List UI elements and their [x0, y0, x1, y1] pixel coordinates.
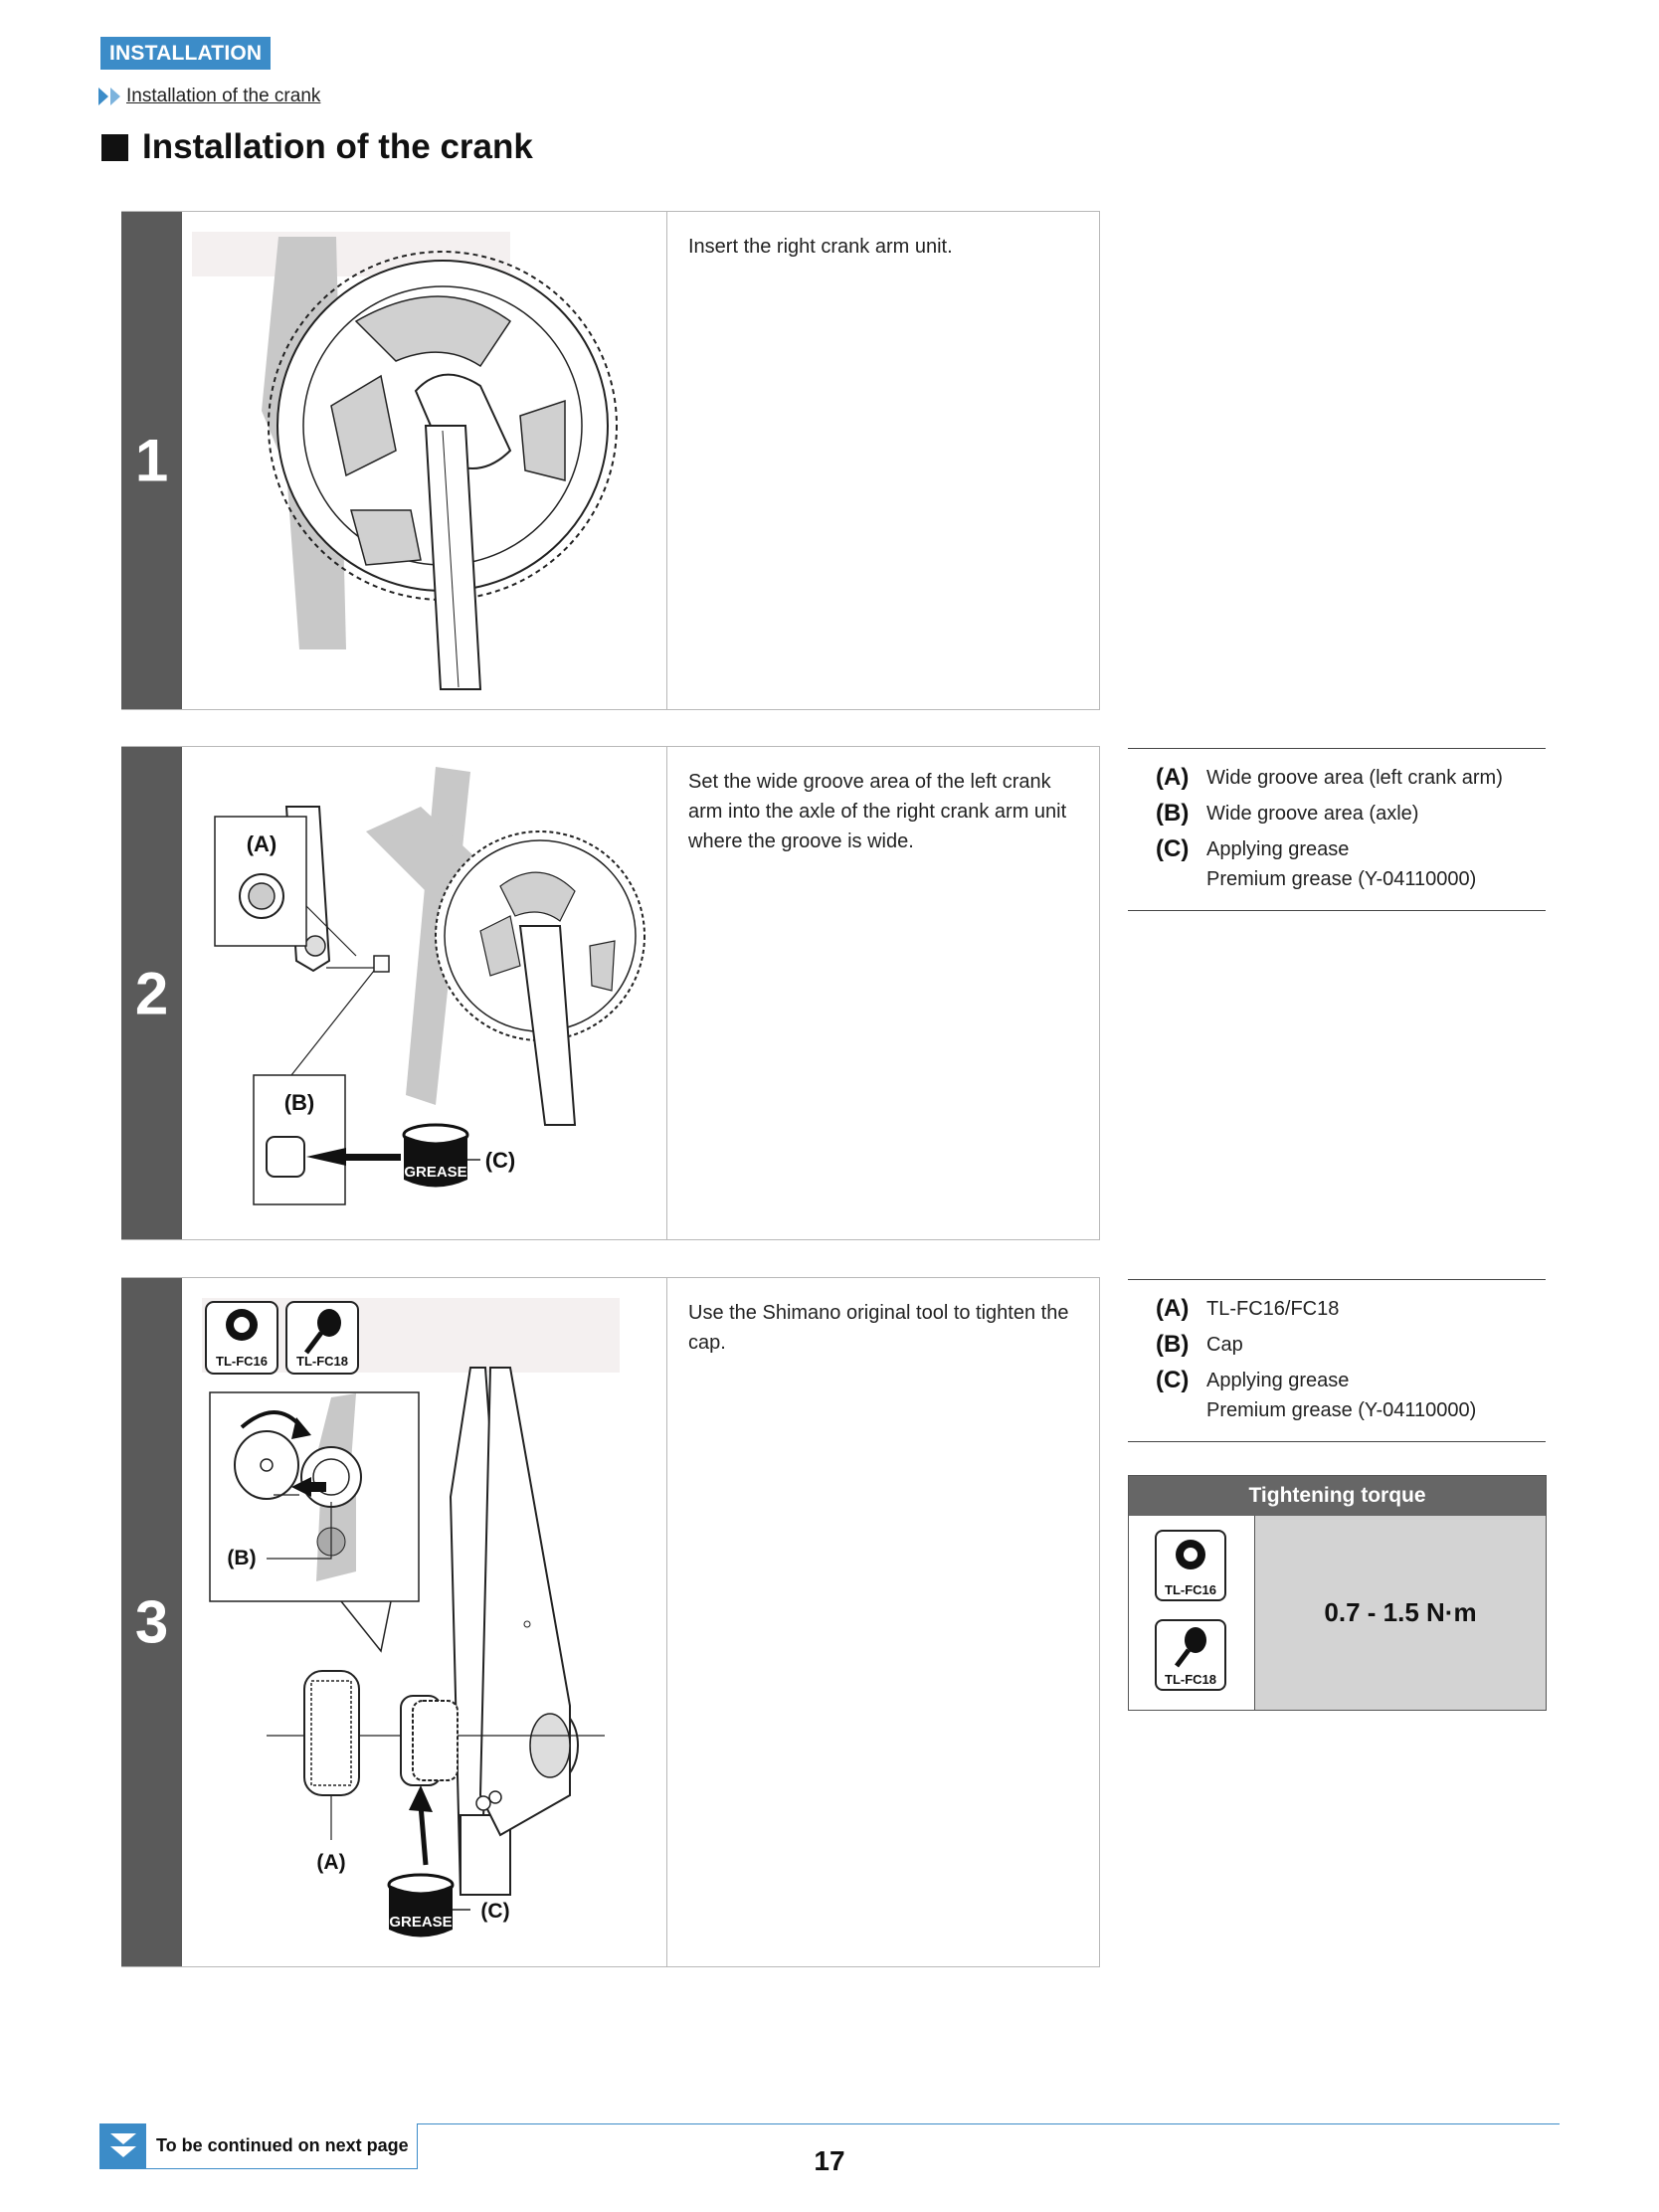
continued-text: To be continued on next page: [156, 2135, 409, 2155]
section-badge: INSTALLATION: [100, 37, 271, 70]
step-2: [121, 746, 1100, 1240]
tool-label: TL-FC18: [1165, 1672, 1216, 1687]
tl-fc16-tool-icon: [1155, 1530, 1226, 1601]
legend-key: (B): [1156, 800, 1190, 827]
legend-value-line-2: Premium grease (Y-04110000): [1206, 868, 1477, 890]
page-title: [101, 127, 533, 167]
torque-body: [1129, 1516, 1546, 1710]
step-number-bar: [121, 1278, 182, 1966]
step-3: [121, 1277, 1100, 1967]
tool-label: TL-FC18: [296, 1354, 348, 1369]
torque-header: Tightening torque: [1129, 1476, 1546, 1516]
tool-label: TL-FC16: [1165, 1582, 1216, 1597]
tl-fc18-tool-icon: [1155, 1619, 1226, 1691]
legend-value: TL-FC16/FC18: [1206, 1298, 1340, 1320]
legend-row: [1156, 1366, 1546, 1425]
legend-row: [1156, 1330, 1546, 1360]
step-3-illustration: [182, 1278, 667, 1966]
cap-tightening-illustration: [182, 1278, 666, 1966]
legend-key: (A): [1156, 764, 1190, 791]
legend-key: (A): [1156, 1295, 1190, 1322]
torque-table: [1128, 1475, 1547, 1711]
legend-key: (B): [1156, 1331, 1190, 1358]
legend-row: [1156, 799, 1546, 829]
step-2-text: Set the wide groove area of the left crank arm into the axle of the right crank arm unit where the groove is wide.: [688, 771, 1067, 852]
breadcrumb[interactable]: [98, 84, 320, 109]
double-chevron-right-icon: [98, 88, 120, 105]
legend-row: [1156, 834, 1546, 894]
legend-value-line-1: Applying grease: [1206, 1370, 1350, 1391]
legend-value: Wide groove area (left crank arm): [1206, 767, 1503, 789]
legend-value: [1206, 1366, 1476, 1425]
step-number-bar: [121, 747, 182, 1239]
step-1-text: Insert the right crank arm unit.: [688, 236, 953, 258]
tl-fc16-tool-icon: [206, 1302, 277, 1374]
tool-label: TL-FC16: [216, 1354, 268, 1369]
tl-fc18-tool-icon: [286, 1302, 358, 1374]
legend-value-line-1: Applying grease: [1206, 838, 1350, 860]
step-1: [121, 211, 1100, 710]
callout-a-label: (A): [316, 1851, 346, 1874]
right-crank-illustration: [182, 212, 666, 709]
breadcrumb-link[interactable]: Installation of the crank: [126, 86, 321, 106]
torque-value: 0.7 - 1.5 N·m: [1255, 1516, 1546, 1710]
callout-b-label: (B): [283, 1090, 315, 1115]
black-square-icon: [101, 134, 128, 161]
callout-b-label: (B): [227, 1547, 257, 1569]
step-2-illustration: [182, 747, 667, 1239]
callout-c-label: (C): [484, 1148, 516, 1173]
grease-label: GREASE: [389, 1914, 453, 1931]
torque-tools: [1129, 1516, 1255, 1710]
step-number: 1: [134, 427, 169, 494]
callout-a-label: (A): [246, 831, 277, 856]
grease-label: GREASE: [404, 1164, 467, 1181]
callout-c-label: (C): [480, 1900, 510, 1923]
legend-value: Cap: [1206, 1334, 1243, 1356]
step-1-illustration: [182, 212, 667, 709]
step-number-bar: [121, 212, 182, 709]
page-title-text: Installation of the crank: [142, 127, 533, 166]
left-crank-insertion-illustration: [182, 747, 666, 1239]
legend-value: Wide groove area (axle): [1206, 803, 1419, 825]
page-number: 17: [814, 2145, 845, 2176]
step-number: 2: [134, 960, 169, 1026]
legend-value: [1206, 834, 1476, 894]
legend-row: [1156, 1294, 1546, 1324]
step-3-legend: [1128, 1279, 1546, 1442]
step-2-legend: [1128, 748, 1546, 911]
legend-key: (C): [1156, 835, 1190, 862]
step-3-text: Use the Shimano original tool to tighten the cap.: [688, 1302, 1069, 1354]
legend-key: (C): [1156, 1367, 1190, 1393]
legend-row: [1156, 763, 1546, 793]
step-number: 3: [134, 1588, 169, 1656]
legend-value-line-2: Premium grease (Y-04110000): [1206, 1399, 1477, 1421]
